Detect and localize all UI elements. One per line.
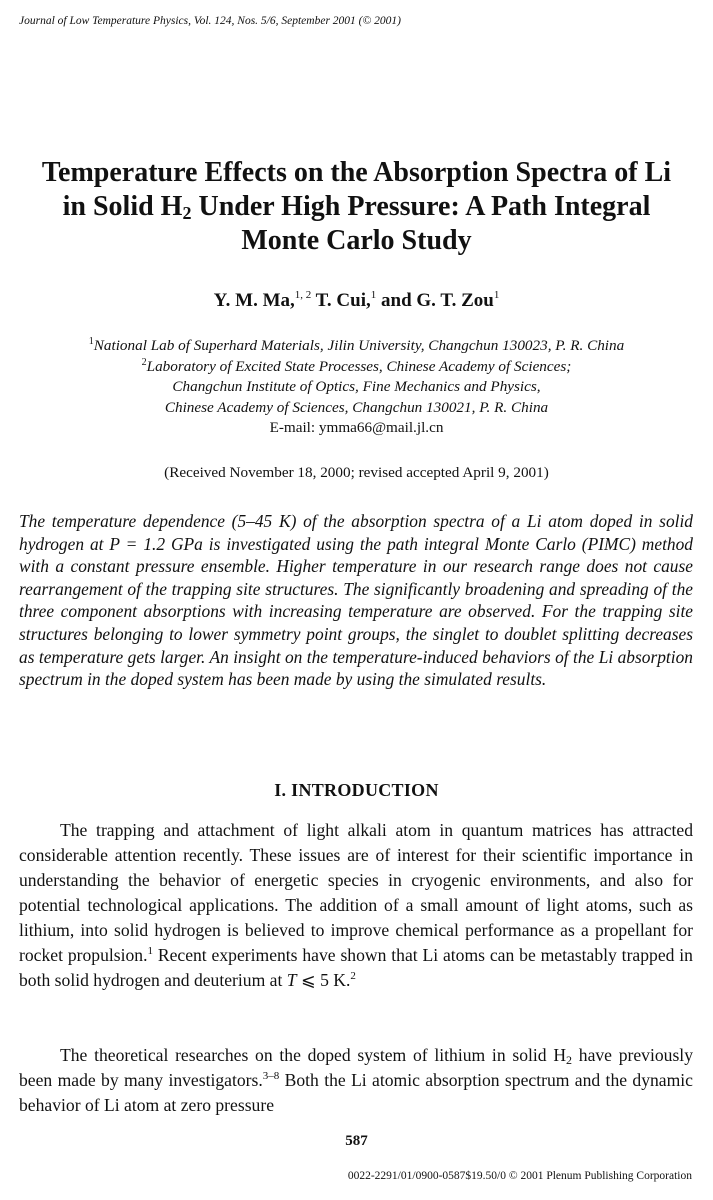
author-affiliation-mark: 1 — [493, 289, 500, 301]
affiliation-mark: 1 — [88, 336, 94, 347]
chemical-subscript: 2 — [566, 1053, 573, 1067]
author-name: Y. M. Ma, — [213, 290, 295, 311]
paragraph-text: Recent experiments have shown that Li atoms can be metastably trapped in both solid hydrogen and deuterium at — [19, 945, 693, 990]
copyright-line: 0022-2291/01/0900-0587$19.50/0 © 2001 Plenum Publishing Corporation — [347, 1170, 692, 1182]
affiliation-2 — [20, 357, 693, 378]
affiliations — [20, 336, 693, 439]
abstract: The temperature dependence (5–45 K) of the absorption spectra of a Li atom doped in solid hydrogen at P = 1.2 GPa is investigated using the path integral Monte Carlo (PIMC) method with a constant pressure ensemble. Higher temperature in our research range does not cause rearrangement of the trapping site structures. The significantly broadening and spreading of the three component absorptions with increasing temperature are observed. For the trapping site structures belonging to lower symmetry point groups, the singlet to doublet splitting decreases as temperature gets larger. An insight on the temperature-induced behaviors of the Li absorption spectrum in the doped system has been made by using the simulated results. — [19, 511, 693, 690]
title-line-2-pre: in Solid H — [62, 191, 183, 222]
page-number: 587 — [345, 1133, 368, 1149]
title-line-2-post: Under High Pressure: A Path Integral — [191, 191, 651, 222]
paragraph-text: have previously been made by many investigators. — [19, 1045, 693, 1090]
author-list — [20, 288, 693, 314]
author-affiliation-mark: 1 — [370, 289, 377, 301]
author-email: E-mail: ymma66@mail.jl.cn — [269, 419, 444, 437]
reference-mark: 2 — [350, 970, 356, 982]
title-line-3: Monte Carlo Study — [241, 225, 472, 256]
title-line-1: Temperature Effects on the Absorption Spectra of Li — [41, 157, 672, 188]
received-dates: (Received November 18, 2000; revised accepted April 9, 2001) — [164, 464, 549, 481]
paragraph-text: The theoretical researches on the doped system of lithium in solid H — [60, 1045, 567, 1065]
affiliation-text: Laboratory of Excited State Processes, Chinese Academy of Sciences; — [146, 357, 572, 375]
author-name: T. Cui, — [311, 290, 371, 311]
introduction-paragraph-2 — [19, 1043, 693, 1118]
affiliation-text: National Lab of Superhard Materials, Jilin University, Changchun 130023, P. R. China — [93, 337, 625, 354]
journal-header: Journal of Low Temperature Physics, Vol. 124, Nos. 5/6, September 2001 (© 2001) — [19, 15, 401, 27]
affiliation-2-line-3: Chinese Academy of Sciences, Changchun 130021, P. R. China — [164, 398, 549, 416]
reference-mark: 3–8 — [262, 1070, 280, 1082]
temperature-symbol: T — [286, 970, 297, 990]
affiliation-2-line-2: Changchun Institute of Optics, Fine Mechanics and Physics, — [172, 378, 541, 396]
paragraph-text: ⩽ 5 K. — [296, 970, 351, 990]
introduction-paragraph-1 — [19, 818, 693, 993]
author-name: and G. T. Zou — [376, 290, 494, 311]
paragraph-text: The trapping and attachment of light alkali atom in quantum matrices has attracted considerable attention recently. These issues are of interest for their scientific importance in understanding the behavior of energetic species in cryogenic environments, and also for potential technological applications. The addition of a small amount of light atoms, such as lithium, into solid hydrogen is believed to improve chemical performance as a propellant for rocket propulsion. — [19, 820, 693, 965]
paper-title — [20, 156, 693, 258]
affiliation-1 — [20, 336, 693, 357]
affiliation-mark: 2 — [141, 356, 147, 368]
section-heading: I. INTRODUCTION — [274, 780, 439, 800]
author-affiliation-mark: 1, 2 — [294, 289, 312, 301]
reference-mark: 1 — [147, 945, 153, 957]
title-subscript: 2 — [182, 203, 192, 223]
paragraph-text: Both the Li atomic absorption spectrum and the dynamic behavior of Li atom at zero pressure — [19, 1070, 693, 1115]
